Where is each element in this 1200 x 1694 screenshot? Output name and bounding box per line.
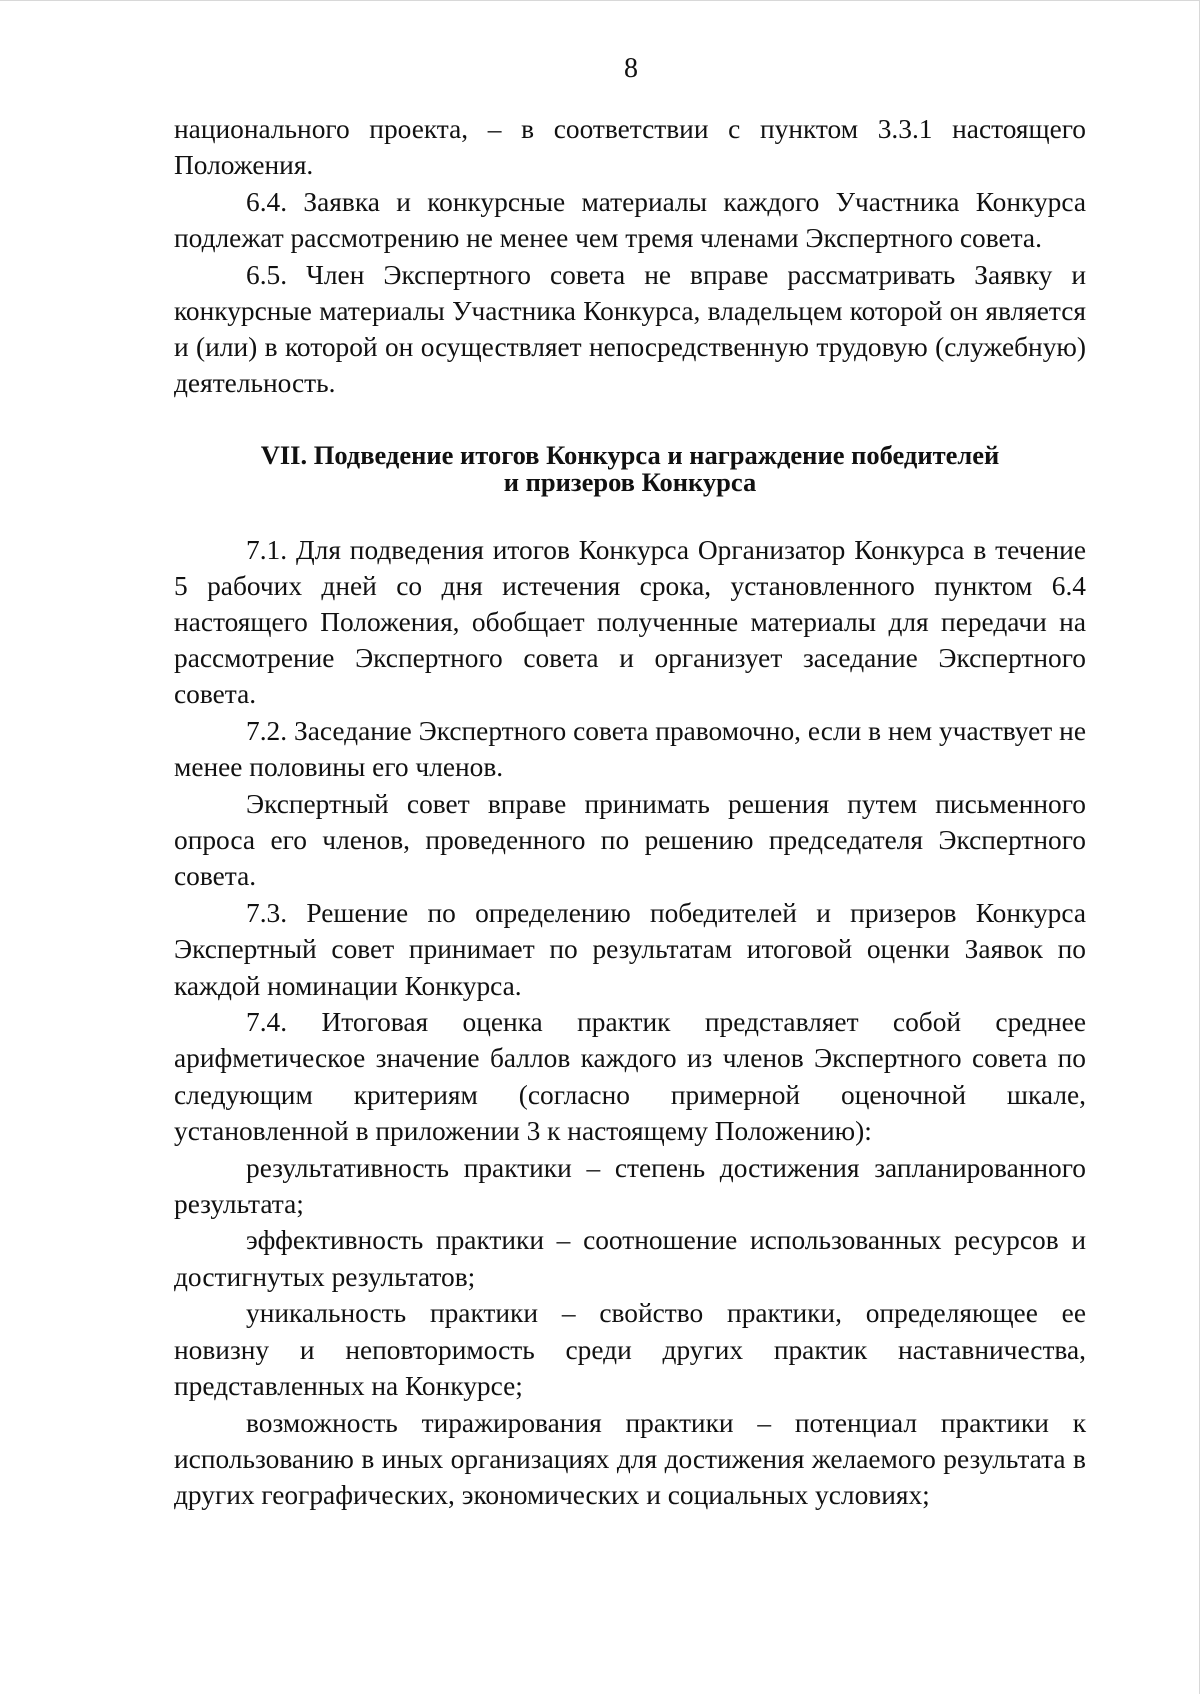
paragraph-7-3: 7.3. Решение по определению победителей и призеров Конкурса Экспертный совет принимает по результатам итоговой оценки Заявок по каждой номинации Конкурса. — [174, 898, 1086, 1001]
page-number: 8 — [624, 53, 638, 84]
paragraph-continuation: национального проекта, – в соответствии с пунктом 3.3.1 настоящего Положения. — [174, 114, 1086, 181]
section-heading-line-1: VII. Подведение итогов Конкурса и награждение победителей — [260, 439, 1000, 470]
criterion-uniqueness: уникальность практики – свойство практики, определяющее ее новизну и неповторимость среди других практик наставничества, представленных на Конкурсе; — [174, 1298, 1086, 1401]
section-heading — [174, 439, 1086, 497]
paragraph-7-4: 7.4. Итоговая оценка практик представляет собой среднее арифметическое значение баллов каждого из членов Экспертного совета по следующим критериям (согласно примерной оценочной шкале, установленной в приложении 3 к настоящему Положению): — [174, 1007, 1086, 1146]
criterion-effectiveness-result: результативность практики – степень достижения запланированного результата; — [174, 1152, 1086, 1219]
paragraph-7-2: 7.2. Заседание Экспертного совета правомочно, если в нем участвует не менее половины его членов. — [174, 716, 1086, 783]
criterion-replicability: возможность тиражирования практики – потенциал практики к использованию в иных организациях для достижения желаемого результата в других географических, экономических и социальных условиях; — [174, 1407, 1086, 1510]
criterion-efficiency: эффективность практики – соотношение использованных ресурсов и достигнутых результатов; — [174, 1225, 1086, 1292]
paragraph-6-5: 6.5. Член Экспертного совета не вправе рассматривать Заявку и конкурсные материалы Участника Конкурса, владельцем которой он является и (или) в которой он осуществляет непосредственную трудовую (служебную) деятельность. — [174, 259, 1086, 399]
document-body — [174, 111, 1086, 1514]
section-heading-line-2: и призеров Конкурса — [503, 466, 757, 497]
paragraph-6-4: 6.4. Заявка и конкурсные материалы каждого Участника Конкурса подлежат рассмотрению не менее чем тремя членами Экспертного совета. — [174, 186, 1086, 254]
paragraph-7-1: 7.1. Для подведения итогов Конкурса Организатор Конкурса в течение 5 рабочих дней со дня истечения срока, установленного пунктом 6.4 настоящего Положения, обобщает полученные материалы для передачи на рассмотрение Экспертного совета и организует заседание Экспертного совета. — [174, 534, 1086, 710]
paragraph-7-2-continued: Экспертный совет вправе принимать решения путем письменного опроса его членов, проведенного по решению председателя Экспертного совета. — [174, 789, 1086, 892]
